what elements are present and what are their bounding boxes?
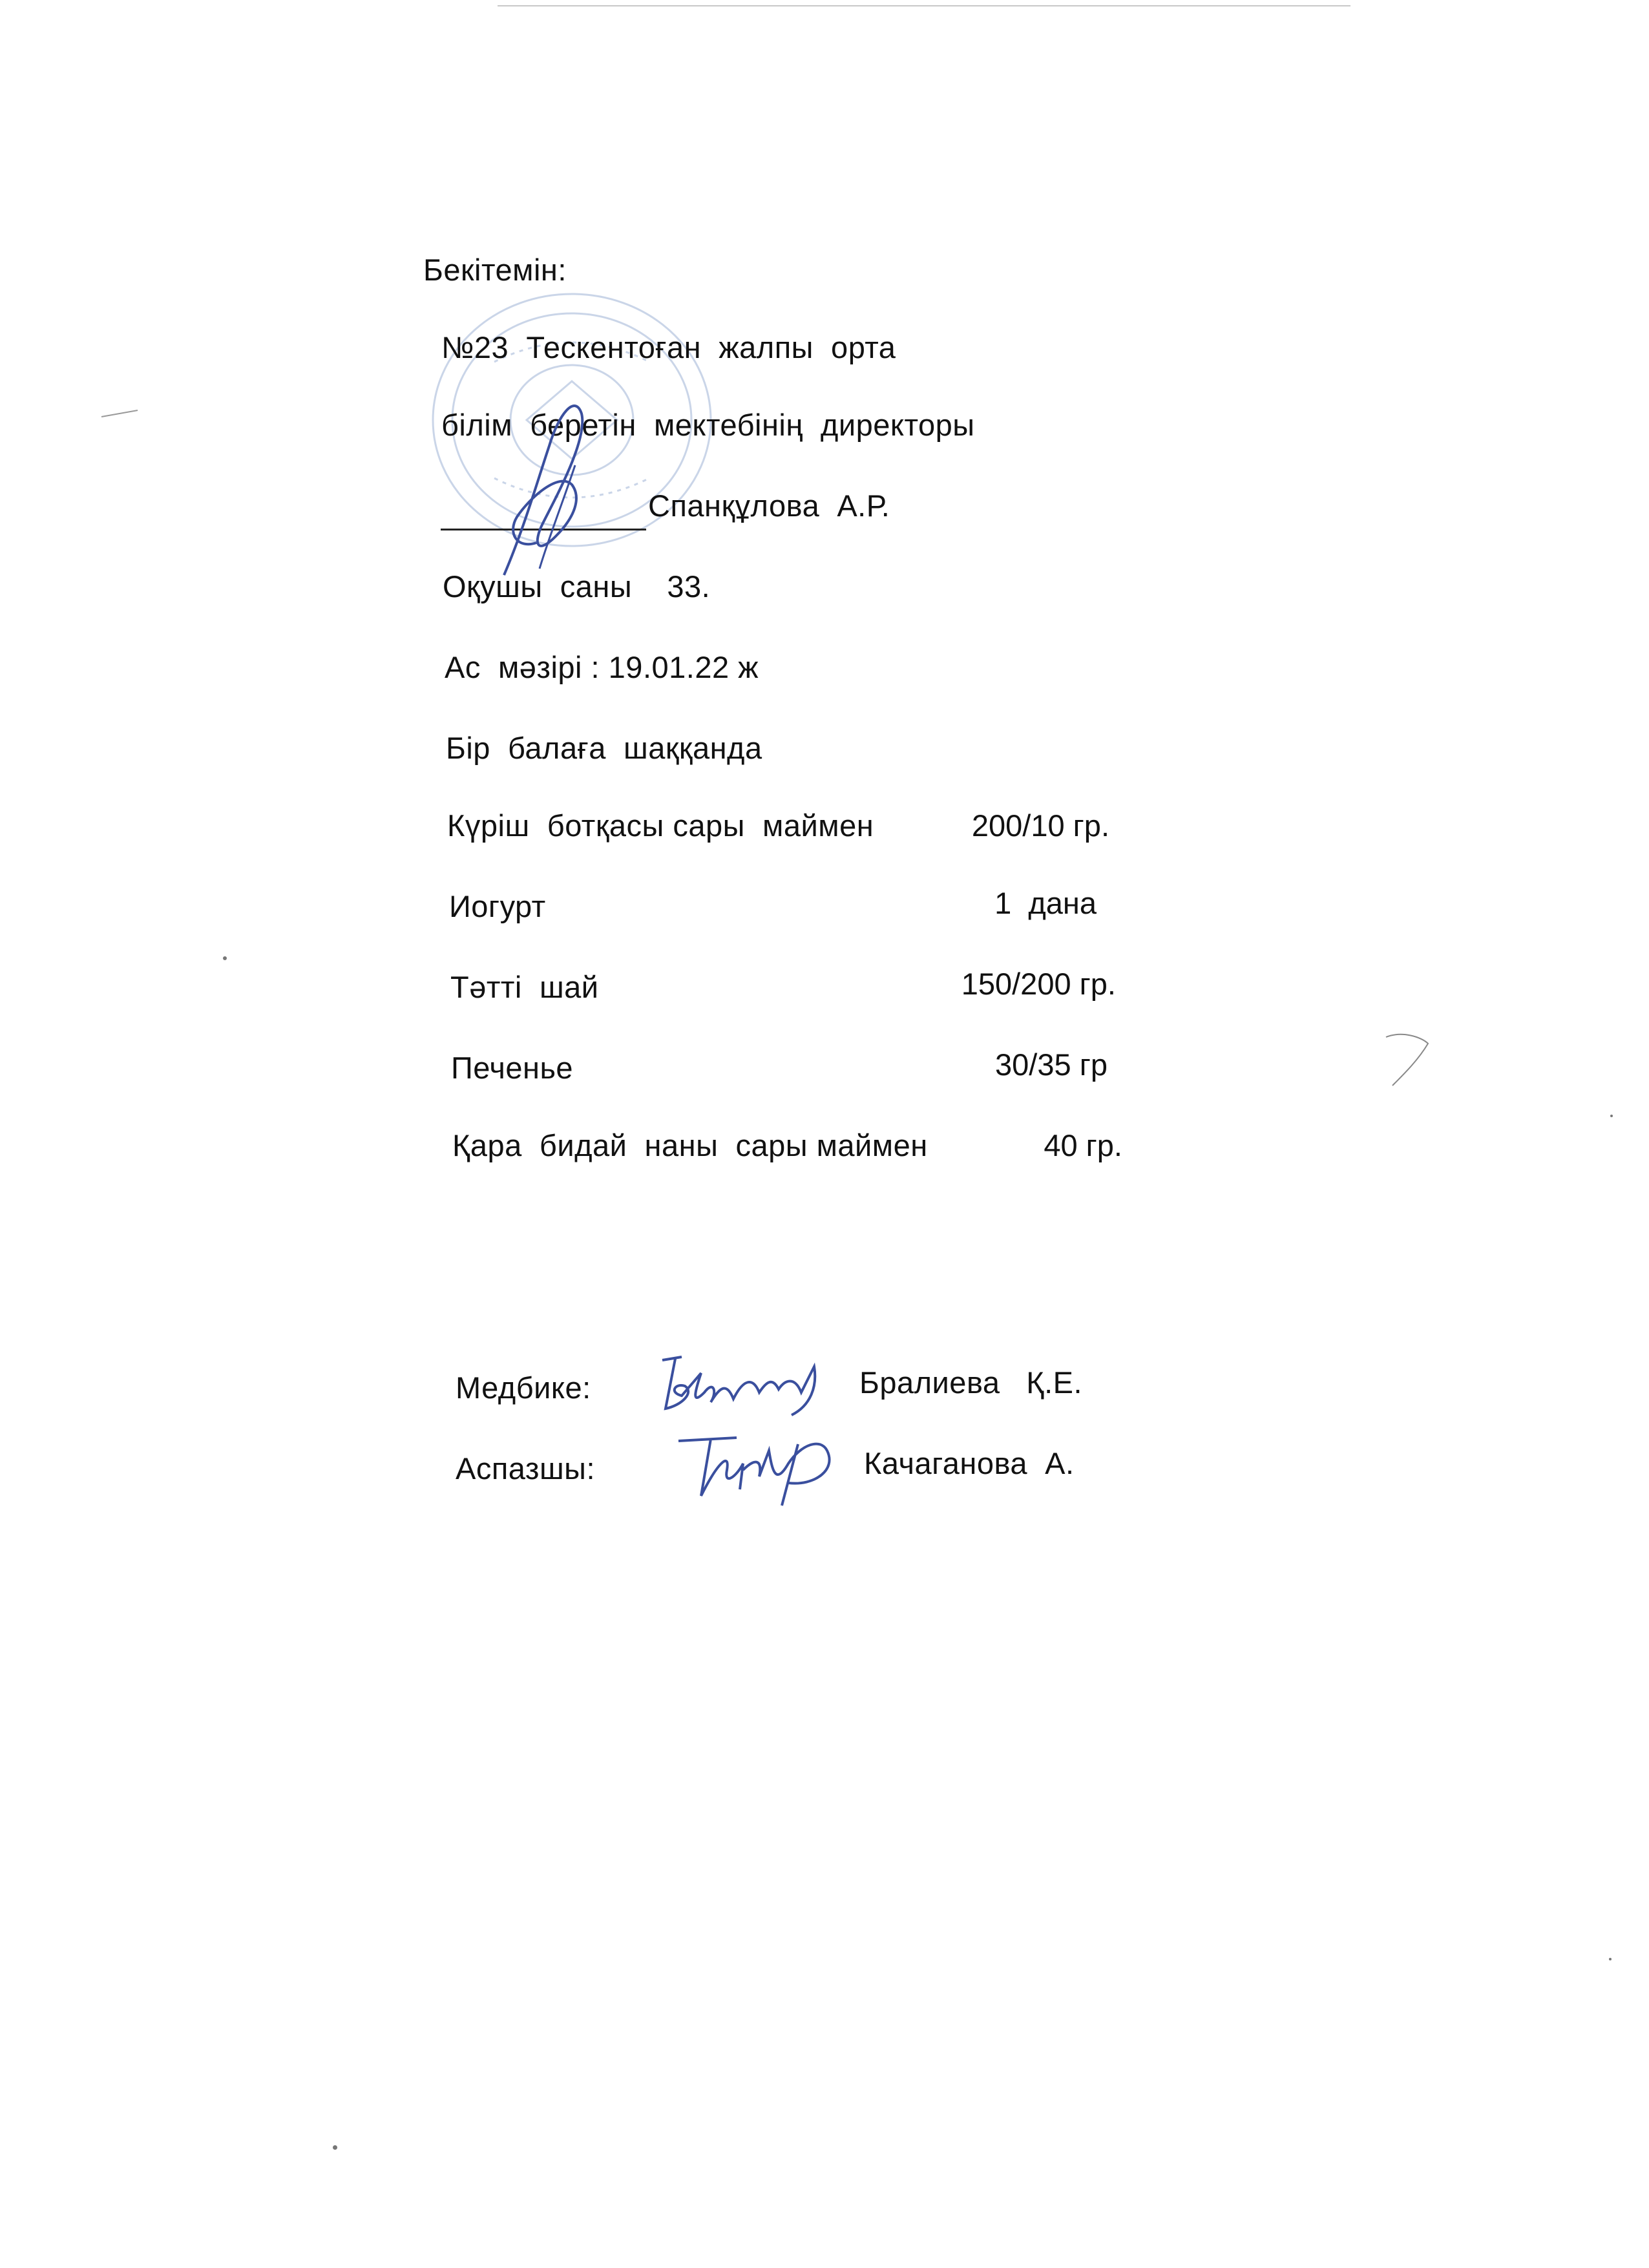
per-child-label: Бір балаға шаққанда [446, 731, 762, 765]
director-signature [478, 388, 633, 582]
menu-item-amount: 150/200 гр. [961, 967, 1116, 1001]
scan-speck [333, 2145, 337, 2150]
scan-speck [223, 956, 227, 960]
menu-item-name: Күріш ботқасы сары маймен [447, 808, 874, 843]
menu-item-amount: 200/10 гр. [971, 808, 1109, 843]
menu-item-name: Печенье [451, 1051, 574, 1085]
nurse-name: Бралиева Қ.Е. [859, 1365, 1083, 1400]
margin-pen-mark [1383, 1027, 1434, 1092]
menu-item-amount: 30/35 гр [995, 1047, 1108, 1082]
margin-pen-mark [100, 407, 139, 420]
nurse-signature [656, 1347, 843, 1418]
approval-heading: Бекітемін: [423, 253, 567, 287]
menu-item-name: Қара бидай наны сары маймен [452, 1128, 928, 1162]
menu-date: Ас мәзірі : 19.01.22 ж [445, 650, 759, 684]
school-name-line2: білім беретін мектебінің директоры [441, 408, 975, 442]
scan-edge-line [498, 5, 1350, 6]
menu-item-amount: 40 гр. [1044, 1128, 1122, 1162]
school-name-line1: №23 Тескентоған жалпы орта [441, 330, 896, 364]
menu-item-amount: 1 дана [994, 886, 1097, 920]
menu-item-name: Тәтті шай [450, 970, 599, 1004]
cook-name: Качаганова А. [864, 1446, 1075, 1480]
nurse-role: Медбике: [456, 1370, 591, 1405]
scan-speck [1609, 1958, 1612, 1960]
student-count: Оқушы саны 33. [443, 569, 711, 604]
cook-role: Аспазшы: [456, 1451, 596, 1486]
cook-signature [666, 1425, 866, 1509]
scan-speck [1610, 1115, 1613, 1117]
menu-item-name: Иогурт [449, 889, 546, 923]
director-name: Спанқұлова А.Р. [648, 488, 890, 523]
